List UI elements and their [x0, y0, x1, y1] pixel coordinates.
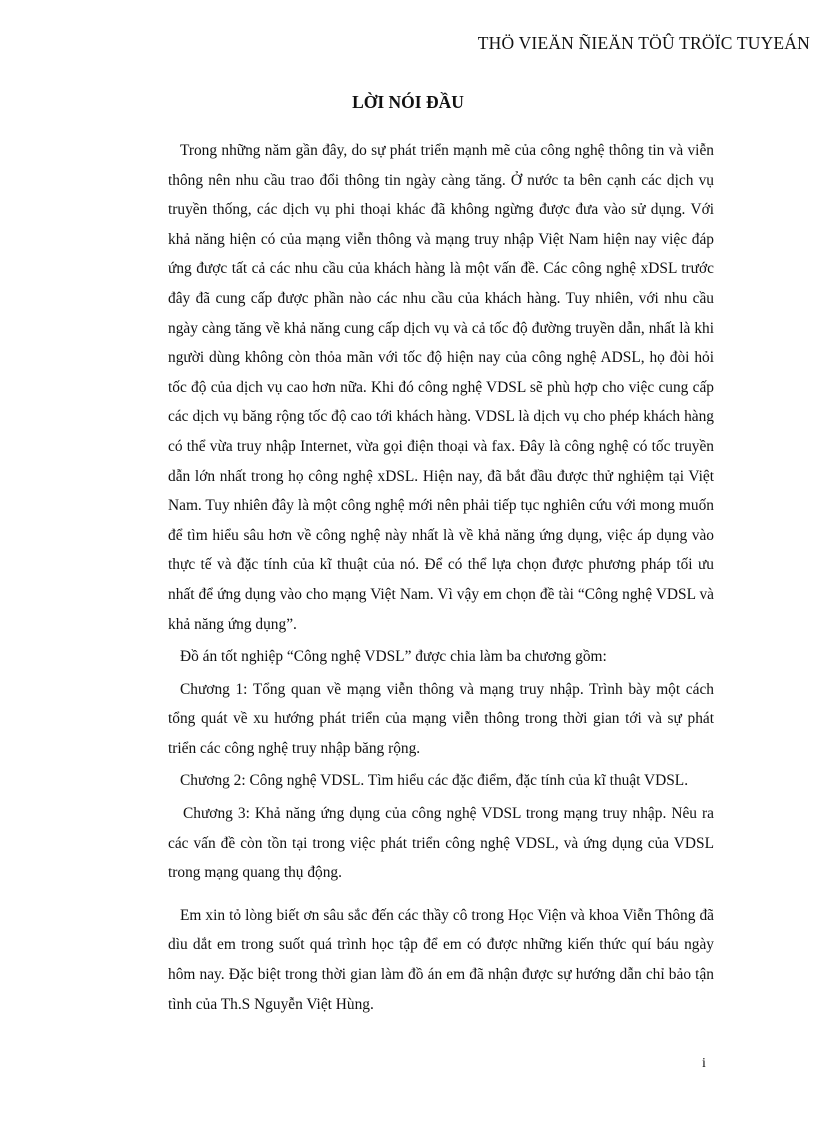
chapters-lead-paragraph: Đồ án tốt nghiệp “Công nghệ VDSL” được chia làm ba chương gồm:: [180, 648, 607, 666]
document-body: [168, 136, 714, 1019]
intro-paragraph: Trong những năm gần đây, do sự phát triển mạnh mẽ của công nghệ thông tin và viễn thông nên nhu cầu trao đổi thông tin ngày càng tăng. Ở nước ta bên cạnh các dịch vụ truyền thống, các dịch vụ phi thoại khác đã không ngừng được đưa vào sử dụng. Với khả năng hiện có của mạng viễn thông và mạng truy nhập Việt Nam hiện nay việc đáp ứng được tất cả các nhu cầu của khách hàng là một vấn đề. Các công nghệ xDSL trước đây đã cung cấp được phần nào các nhu cầu của khách hàng. Tuy nhiên, với nhu cầu ngày càng tăng về khả năng cung cấp dịch vụ và cả tốc độ đường truyền dẫn, nhất là khi người dùng không còn thỏa mãn với tốc độ hiện nay của công nghệ ADSL, họ đòi hỏi tốc độ của dịch vụ cao hơn nữa. Khi đó công nghệ VDSL sẽ phù hợp cho việc cung cấp các dịch vụ băng rộng tốc độ cao tới khách hàng. VDSL là dịch vụ cho phép khách hàng có thể vừa truy nhập Internet, vừa gọi điện thoại và fax. Đây là công nghệ có tốc truyền dẫn lớn nhất trong họ công nghệ xDSL. Hiện nay, đã bắt đầu được thử nghiệm tại Việt Nam. Tuy nhiên đây là một công nghệ mới nên phải tiếp tục nghiên cứu với mong muốn để tìm hiểu sâu hơn về công nghệ này nhất là về khả năng ứng dụng, việc áp dụng vào thực tế và đặc tính của kĩ thuật của nó. Để có thể lựa chọn được phương pháp tối ưu nhất để ứng dụng vào cho mạng Việt Nam. Vì vậy em chọn đề tài “Công nghệ VDSL và khả năng ứng dụng”.: [168, 142, 714, 633]
acknowledgement-paragraph: Em xin tỏ lòng biết ơn sâu sắc đến các thầy cô trong Học Viện và khoa Viễn Thông đã dìu dắt em trong suốt quá trình học tập để em có được những kiến thức quí báu ngày hôm nay. Đặc biệt trong thời gian làm đồ án em đã nhận được sự hướng dẫn chỉ bảo tận tình của Th.S Nguyễn Việt Hùng.: [168, 906, 714, 1013]
running-header: THÖ VIEÄN ÑIEÄN TÖÛ TRÖÏC TUYEÁN: [477, 33, 810, 53]
chapter-3-paragraph: Chương 3: Khả năng ứng dụng của công nghệ VDSL trong mạng truy nhập. Nêu ra các vấn đề còn tồn tại trong việc phát triển công nghệ VDSL, và ứng dụng của VDSL trong mạng quang thụ động.: [168, 805, 714, 882]
chapter-1-paragraph: Chương 1: Tổng quan về mạng viễn thông và mạng truy nhập. Trình bày một cách tổng quát về xu hướng phát triển của mạng viễn thông trong thời gian tới và sự phát triển các công nghệ truy nhập băng rộng.: [168, 680, 714, 757]
chapter-2-paragraph: Chương 2: Công nghệ VDSL. Tìm hiểu các đặc điểm, đặc tính của kĩ thuật VDSL.: [180, 772, 689, 790]
page-number: i: [702, 1056, 706, 1071]
page-title: LỜI NÓI ĐẦU: [352, 92, 464, 112]
